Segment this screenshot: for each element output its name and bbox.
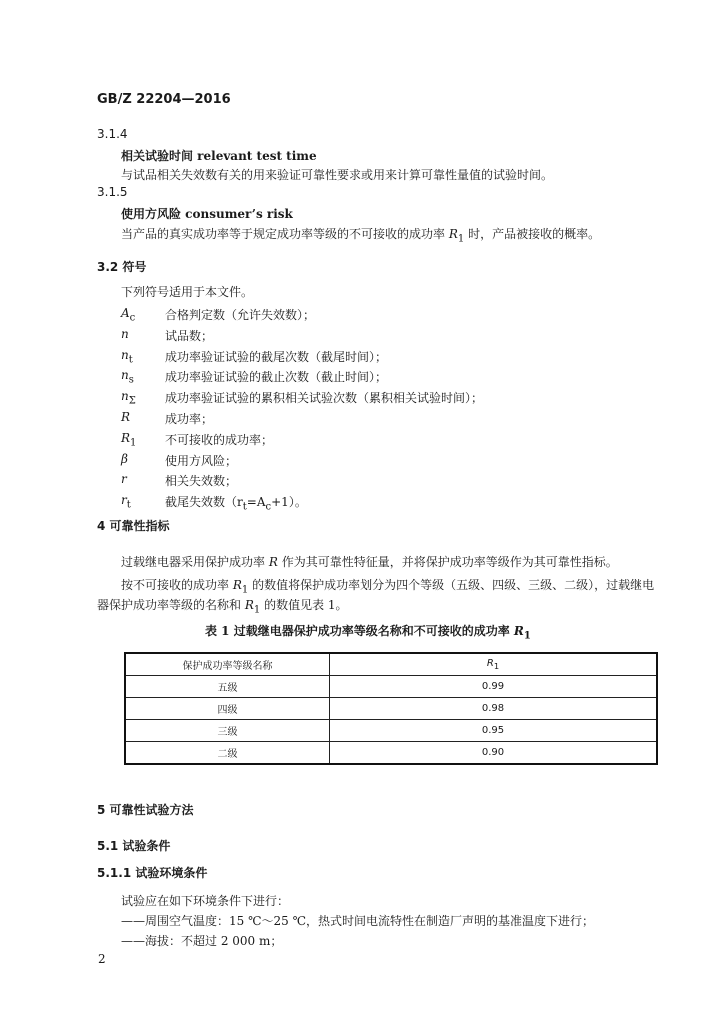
- standard-number: GB/Z 22204—2016: [97, 92, 231, 107]
- subsection-heading-test-conditions: 5.1 试验条件: [97, 839, 171, 853]
- symbol-description: 合格判定数（允许失效数）；: [165, 308, 316, 322]
- reliability-index-paragraph-3: 器保护成功率等级的名称和 $R_1$ 的数值见表 1。: [97, 598, 348, 616]
- clause-number-3-1-4: 3.1.4: [97, 127, 128, 141]
- page-number: 2: [98, 952, 106, 966]
- definition-relevant-test-time: 与试品相关失效数有关的用来验证可靠性要求或用来计算可靠性量值的试验时间。: [121, 168, 554, 182]
- column-header-r1: $R_1$: [330, 653, 658, 676]
- table-caption: 表 1 过载继电器保护成功率等级名称和不可接收的成功率 $R_1$: [205, 624, 531, 642]
- clause-number-3-1-5: 3.1.5: [97, 185, 128, 199]
- term-relevant-test-time: 相关试验时间 relevant test time: [121, 149, 317, 163]
- subsection-heading-environment: 5.1.1 试验环境条件: [97, 866, 208, 880]
- grade-name-cell: 四级: [125, 698, 330, 720]
- r1-value-cell: 0.90: [330, 742, 658, 765]
- section-heading-symbols: 3.2 符号: [97, 260, 147, 274]
- symbol: $n_s$: [121, 368, 134, 386]
- r1-value-cell: 0.98: [330, 698, 658, 720]
- term-consumers-risk: 使用方风险 consumer’s risk: [121, 207, 293, 221]
- symbol: $A_c$: [121, 306, 136, 324]
- symbol-description: 试品数；: [165, 328, 214, 343]
- table-header-row: [125, 653, 657, 676]
- symbol: n: [121, 326, 129, 341]
- symbol-description: 成功率验证试验的截尾次数（截尾时间）；: [165, 349, 388, 364]
- table-row: [125, 742, 657, 765]
- symbol: $R_1$: [121, 430, 137, 449]
- grade-name-cell: 三级: [125, 720, 330, 742]
- symbol: R: [121, 410, 131, 424]
- environment-item-temperature: ——周围空气温度：15 ℃～25 ℃，热式时间电流特性在制造厂声明的基准温度下进行；: [121, 914, 595, 928]
- section-heading-test-methods: 5 可靠性试验方法: [97, 803, 194, 817]
- symbol: $r_t$: [121, 493, 131, 511]
- environment-item-altitude: ——海拔：不超过 2 000 m；: [121, 934, 283, 948]
- symbol: $n_\Sigma$: [121, 389, 136, 407]
- grade-table: [124, 652, 658, 765]
- r1-value-cell: 0.99: [330, 676, 658, 698]
- table-row: [125, 698, 657, 720]
- reliability-index-paragraph-1: 过载继电器采用保护成功率 R 作为其可靠性特征量，并将保护成功率等级作为其可靠性指标。: [121, 555, 618, 569]
- definition-consumers-risk: 当产品的真实成功率等于规定成功率等级的不可接收的成功率 $R_1$ 时，产品被接收的概率。: [121, 227, 601, 245]
- symbol: r: [121, 472, 127, 487]
- symbol-description: 不可接收的成功率；: [165, 432, 274, 447]
- reliability-index-paragraph-2: 按不可接收的成功率 $R_1$ 的数值将保护成功率划分为四个等级（五级、四级、三级、二级），过载继电: [121, 578, 655, 596]
- section-heading-reliability-index: 4 可靠性指标: [97, 519, 170, 533]
- environment-intro: 试验应在如下环境条件下进行：: [121, 894, 290, 908]
- symbol-description: 相关失效数；: [165, 474, 238, 489]
- grade-name-cell: 二级: [125, 742, 330, 765]
- r1-value-cell: 0.95: [330, 720, 658, 742]
- symbols-intro: 下列符号适用于本文件。: [121, 285, 254, 299]
- symbol: $n_t$: [121, 347, 133, 365]
- table-row: [125, 720, 657, 742]
- symbol-description: 成功率验证试验的截止次数（截止时间）；: [165, 370, 388, 385]
- grade-name-cell: 五级: [125, 676, 330, 698]
- column-header-grade-name: 保护成功率等级名称: [125, 653, 330, 676]
- symbol-description: 成功率验证试验的累积相关试验次数（累积相关试验时间）；: [165, 391, 484, 406]
- symbol-description: 截尾失效数$(r_t=A_c+1)$。: [165, 495, 307, 513]
- symbol-description: 使用方风险；: [165, 453, 238, 468]
- table-row: [125, 676, 657, 698]
- symbol: β: [121, 451, 128, 466]
- symbol-description: 成功率；: [165, 412, 214, 426]
